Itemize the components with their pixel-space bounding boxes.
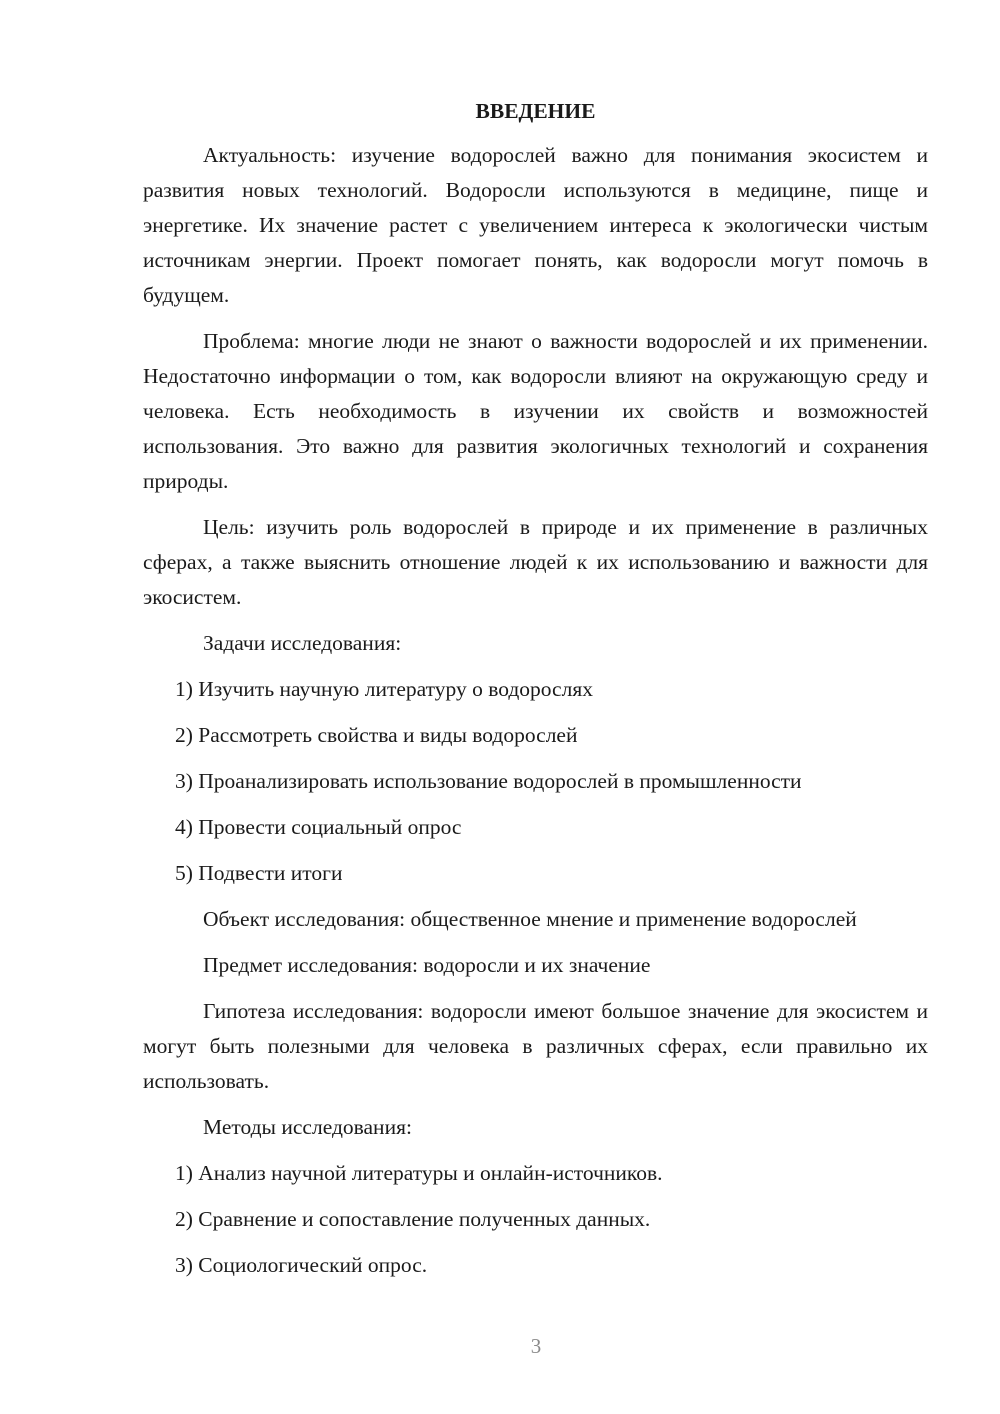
method-item: 3) Социологический опрос. (175, 1253, 428, 1277)
method-item: 2) Сравнение и сопоставление полученных данных. (175, 1207, 651, 1231)
object-paragraph: Объект исследования: общественное мнение и применение водорослей (203, 907, 857, 931)
task-item: 2) Рассмотреть свойства и виды водорослей (175, 723, 578, 747)
methods-label: Методы исследования: (203, 1115, 412, 1139)
goal-paragraph: Цель: изучить роль водорослей в природе и их применение в различных сферах, а также выяснить отношение людей к их использованию и важности для экосистем. (143, 515, 928, 609)
tasks-label: Задачи исследования: (203, 631, 402, 655)
task-item: 5) Подвести итоги (175, 861, 343, 885)
page-title: ВВЕДЕНИЕ (475, 99, 596, 123)
hypothesis-paragraph: Гипотеза исследования: водоросли имеют большое значение для экосистем и могут быть полезными для человека в различных сферах, если правильно их использовать. (143, 999, 928, 1093)
document-page (143, 96, 928, 1294)
task-item: 3) Проанализировать использование водорослей в промышленности (175, 769, 802, 793)
problem-paragraph: Проблема: многие люди не знают о важности водорослей и их применении. Недостаточно информации о том, как водоросли влияют на окружающую среду и человека. Есть необходимость в изучении их свойств и возможностей использования. Это важно для развития экологичных технологий и сохранения природы. (143, 329, 928, 493)
subject-paragraph: Предмет исследования: водоросли и их значение (203, 953, 651, 977)
tasks-list (143, 672, 928, 891)
relevance-paragraph: Актуальность: изучение водорослей важно для понимания экосистем и развития новых технологий. Водоросли используются в медицине, пище и энергетике. Их значение растет с увеличением интереса к экологически чистым источникам энергии. Проект помогает понять, как водоросли могут помочь в будущем. (143, 143, 928, 307)
task-item: 4) Провести социальный опрос (175, 815, 462, 839)
methods-list (143, 1156, 928, 1283)
method-item: 1) Анализ научной литературы и онлайн-источников. (175, 1161, 663, 1185)
task-item: 1) Изучить научную литературу о водорослях (175, 677, 593, 701)
page-number: 3 (530, 1334, 542, 1358)
